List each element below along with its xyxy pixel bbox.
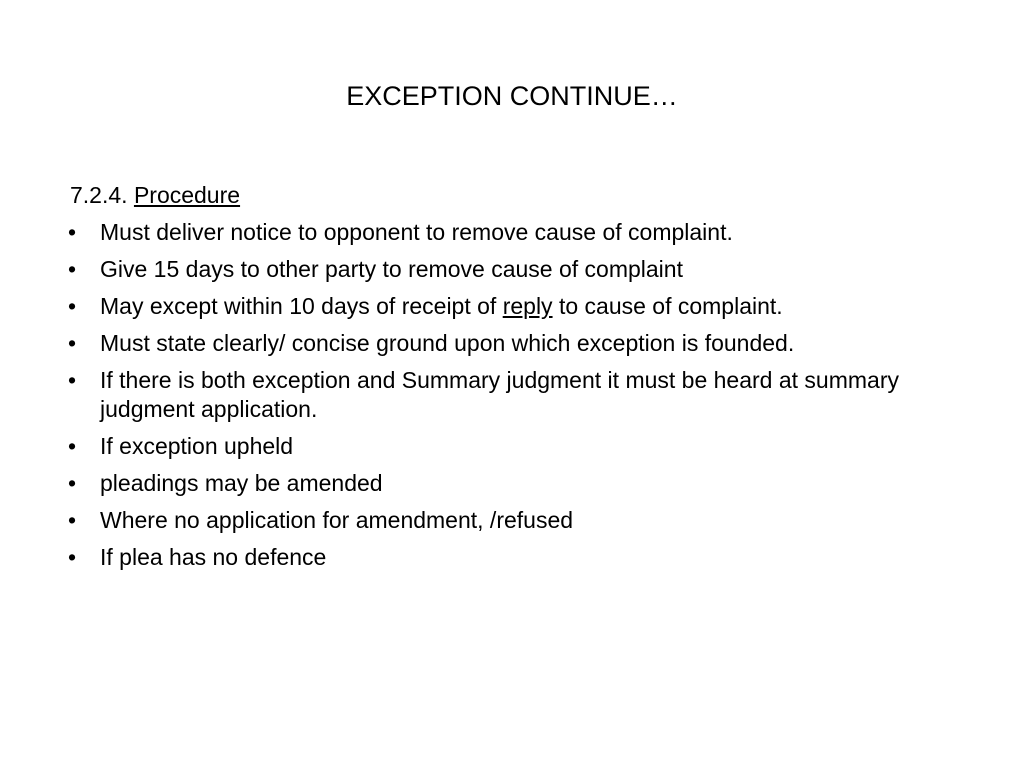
list-item-text: If plea has no defence — [100, 544, 327, 570]
list-item — [67, 432, 970, 461]
bullet-icon: • — [67, 367, 77, 393]
list-item-text: If there is both exception and Summary judgment it must be heard at summary judgment application. — [100, 367, 899, 422]
list-item — [67, 366, 970, 424]
list-item-text: Must state clearly/ concise ground upon which exception is founded. — [100, 330, 795, 356]
list-item-text: Must deliver notice to opponent to remove cause of complaint. — [100, 219, 733, 245]
bullet-icon: • — [67, 470, 77, 496]
list-item-text-before: May except within 10 days of receipt of — [100, 293, 503, 319]
slide-title: EXCEPTION CONTINUE… — [346, 81, 678, 111]
list-item-text: Give 15 days to other party to remove cause of complaint — [100, 256, 683, 282]
list-item — [67, 506, 970, 535]
section-number: 7.2.4. — [70, 182, 128, 208]
list-item-underlined-word: reply — [502, 293, 553, 319]
list-item — [67, 255, 970, 284]
bullet-icon: • — [67, 219, 77, 245]
list-item — [67, 543, 970, 572]
list-item-text: If exception upheld — [100, 433, 294, 459]
list-item — [67, 218, 970, 247]
section-heading — [70, 181, 970, 210]
bullet-icon: • — [67, 293, 77, 319]
bullet-icon: • — [67, 256, 77, 282]
bullet-icon: • — [67, 433, 77, 459]
list-item-text: Where no application for amendment, /refused — [100, 507, 574, 533]
list-item-text: pleadings may be amended — [100, 470, 383, 496]
bullet-icon: • — [67, 544, 77, 570]
bullet-icon: • — [67, 330, 77, 356]
list-item-text-after: to cause of complaint. — [552, 293, 783, 319]
list-item — [67, 292, 970, 321]
bullet-list — [67, 218, 970, 572]
slide-content — [67, 181, 970, 580]
bullet-icon: • — [67, 507, 77, 533]
section-label: Procedure — [133, 182, 241, 208]
list-item — [67, 469, 970, 498]
list-item — [67, 329, 970, 358]
